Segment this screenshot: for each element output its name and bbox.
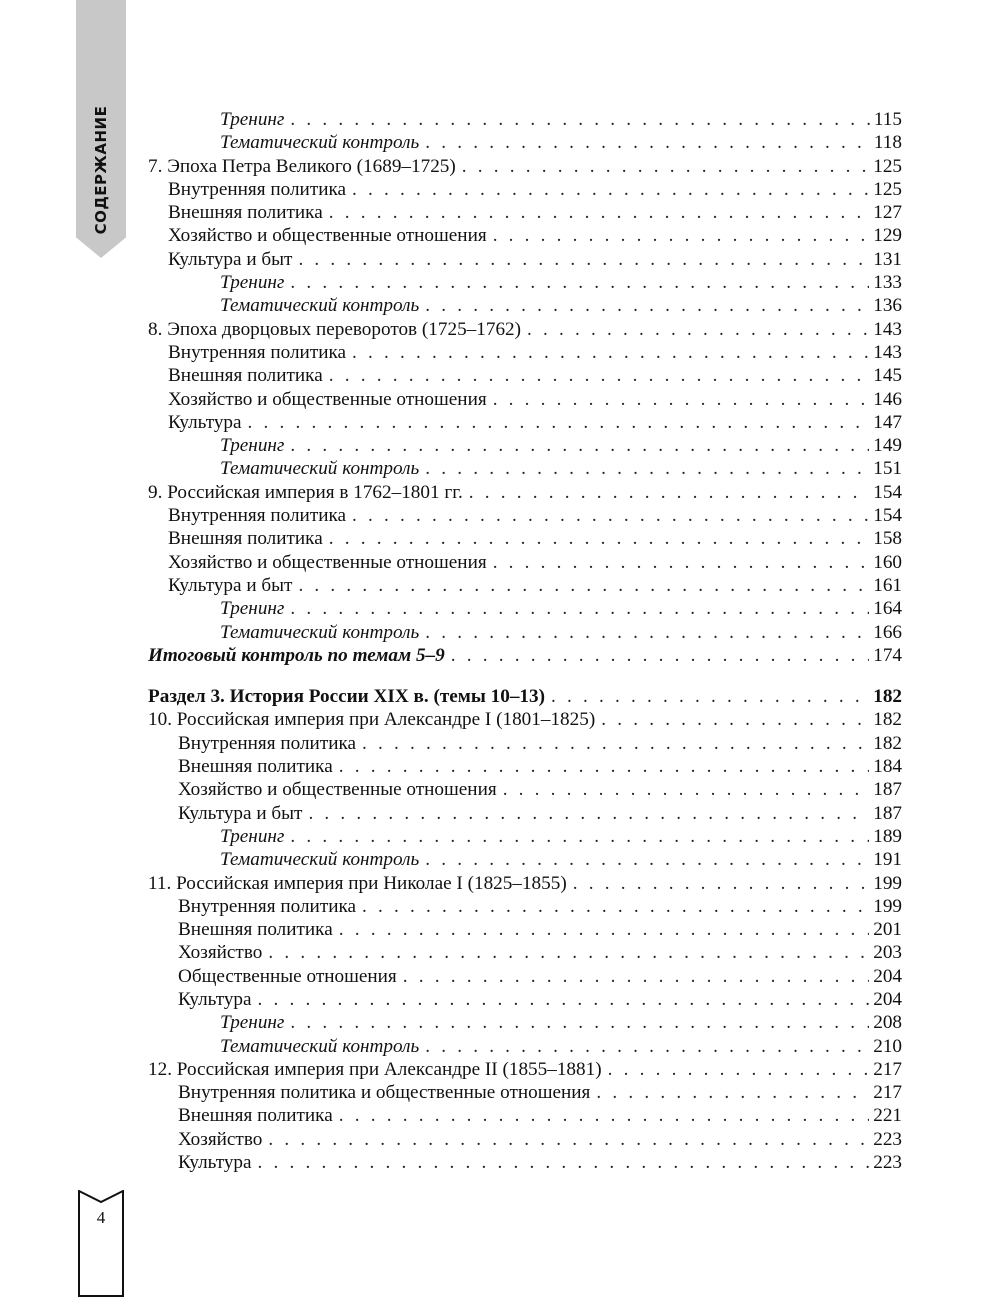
page-number: 4	[96, 1208, 106, 1227]
toc-dot-leader	[290, 108, 870, 131]
toc-entry-page: 187	[873, 779, 902, 801]
toc-dot-leader	[352, 178, 869, 201]
toc-entry	[148, 224, 902, 247]
toc-entry	[148, 411, 902, 434]
toc-entry-title: Внутренняя политика	[168, 341, 347, 363]
toc-entry	[148, 1128, 902, 1151]
toc-entry	[148, 364, 902, 387]
toc-dot-leader	[290, 1011, 869, 1034]
toc-entry-page: 125	[873, 155, 902, 177]
toc-entry-page: 210	[873, 1035, 902, 1057]
toc-entry	[148, 294, 902, 317]
toc-entry	[148, 108, 902, 131]
toc-entry-page: 118	[873, 132, 902, 154]
toc-entry-page: 133	[873, 272, 902, 294]
toc-dot-leader	[425, 131, 870, 154]
table-of-contents	[148, 108, 902, 1174]
toc-entry-title: Внутренняя политика	[168, 505, 347, 527]
toc-entry	[148, 504, 902, 527]
toc-entry-title: Тематический контроль	[220, 1035, 420, 1057]
toc-entry	[148, 318, 902, 341]
toc-entry	[148, 155, 902, 178]
toc-entry	[148, 872, 902, 895]
toc-entry	[148, 895, 902, 918]
toc-dot-leader	[362, 732, 869, 755]
toc-dot-leader	[268, 1128, 869, 1151]
toc-entry	[148, 918, 902, 941]
toc-entry-page: 182	[873, 709, 902, 731]
toc-entry-page: 154	[873, 505, 902, 527]
toc-entry-page: 204	[873, 988, 902, 1010]
toc-entry-page: 125	[873, 178, 902, 200]
toc-dot-leader	[290, 271, 869, 294]
toc-entry-page: 184	[873, 756, 902, 778]
toc-entry-page: 143	[873, 341, 902, 363]
toc-entry-title: Внутренняя политика	[168, 178, 347, 200]
toc-dot-leader	[352, 504, 869, 527]
toc-dot-leader	[268, 941, 869, 964]
toc-entry	[148, 685, 902, 708]
toc-dot-leader	[551, 685, 869, 708]
toc-entry-page: 223	[873, 1128, 902, 1150]
toc-entry	[148, 1081, 902, 1104]
toc-entry-title: Хозяйство и общественные отношения	[178, 779, 497, 801]
toc-entry-page: 151	[873, 458, 902, 480]
toc-entry-title: 7. Эпоха Петра Великого (1689–1725)	[148, 155, 456, 177]
toc-entry	[148, 1151, 902, 1174]
toc-entry-title: Внешняя политика	[178, 756, 333, 778]
toc-entry-page: 208	[873, 1012, 902, 1034]
toc-entry-page: 143	[873, 318, 902, 340]
toc-entry-title: Внешняя политика	[168, 202, 323, 224]
toc-entry-page: 127	[873, 202, 902, 224]
toc-dot-leader	[403, 965, 869, 988]
toc-entry-page: 189	[873, 825, 902, 847]
toc-entry-page: 217	[873, 1082, 902, 1104]
toc-entry	[148, 271, 902, 294]
toc-dot-leader	[493, 551, 870, 574]
toc-entry-title: Раздел 3. История России XIX в. (темы 10–13)	[148, 686, 546, 708]
toc-dot-leader	[339, 918, 869, 941]
toc-entry	[148, 341, 902, 364]
toc-entry-page: 146	[873, 388, 902, 410]
toc-entry-title: Культура	[178, 1152, 252, 1174]
toc-dot-leader	[362, 895, 869, 918]
toc-entry-title: Общественные отношения	[178, 965, 397, 987]
toc-dot-leader	[329, 201, 869, 224]
toc-entry-page: 201	[873, 919, 902, 941]
toc-dot-leader	[573, 872, 869, 895]
toc-entry-title: Внешняя политика	[178, 1105, 333, 1127]
toc-entry	[148, 802, 902, 825]
toc-entry-title: Тренинг	[220, 825, 285, 847]
toc-entry	[148, 1011, 902, 1034]
toc-entry-title: 9. Российская империя в 1762–1801 гг.	[148, 481, 463, 503]
toc-dot-leader	[451, 644, 869, 667]
toc-entry-page: 217	[873, 1058, 902, 1080]
toc-dot-leader	[608, 1058, 870, 1081]
toc-entry	[148, 1058, 902, 1081]
toc-entry-title: Тематический контроль	[220, 849, 420, 871]
toc-entry-title: Внутренняя политика	[178, 732, 357, 754]
toc-dot-leader	[527, 318, 869, 341]
toc-entry	[148, 825, 902, 848]
toc-entry-title: 11. Российская империя при Николае I (1825–1855)	[148, 872, 567, 894]
toc-entry-page: 154	[873, 481, 902, 503]
toc-entry	[148, 755, 902, 778]
toc-entry-title: Внутренняя политика	[178, 895, 357, 917]
toc-entry-page: 203	[873, 942, 902, 964]
toc-entry-page: 204	[873, 965, 902, 987]
toc-entry-title: Тематический контроль	[220, 132, 420, 154]
toc-entry-title: Внешняя политика	[168, 528, 323, 550]
toc-dot-leader	[425, 1035, 869, 1058]
toc-entry-page: 136	[873, 295, 902, 317]
toc-entry-title: Культура	[168, 411, 242, 433]
toc-entry-page: 174	[873, 644, 902, 666]
toc-entry	[148, 988, 902, 1011]
page-number-tab	[78, 1190, 124, 1297]
toc-dot-leader	[329, 527, 869, 550]
toc-entry-title: Тренинг	[220, 1012, 285, 1034]
toc-entry-page: 160	[873, 551, 902, 573]
toc-dot-leader	[601, 708, 869, 731]
toc-dot-leader	[503, 778, 870, 801]
toc-entry	[148, 131, 902, 154]
toc-entry	[148, 848, 902, 871]
toc-dot-leader	[425, 848, 869, 871]
toc-dot-leader	[462, 155, 869, 178]
toc-entry-page: 158	[873, 528, 902, 550]
toc-entry	[148, 941, 902, 964]
toc-entry-title: Культура и быт	[178, 802, 303, 824]
toc-entry	[148, 778, 902, 801]
toc-entry-title: Культура и быт	[168, 248, 293, 270]
toc-entry-page: 182	[873, 732, 902, 754]
toc-dot-leader	[596, 1081, 869, 1104]
toc-entry	[148, 644, 902, 667]
toc-dot-leader	[469, 481, 869, 504]
toc-entry	[148, 597, 902, 620]
toc-entry-page: 223	[873, 1152, 902, 1174]
toc-entry-title: Хозяйство и общественные отношения	[168, 551, 487, 573]
toc-entry-title: Тренинг	[220, 598, 285, 620]
toc-entry-title: Итоговый контроль по темам 5–9	[148, 644, 445, 666]
toc-dot-leader	[493, 224, 870, 247]
toc-entry	[148, 1035, 902, 1058]
toc-entry	[148, 708, 902, 731]
toc-entry-page: 164	[873, 598, 902, 620]
toc-dot-leader	[425, 457, 869, 480]
toc-dot-leader	[308, 802, 869, 825]
toc-dot-leader	[290, 597, 869, 620]
toc-dot-leader	[290, 434, 869, 457]
toc-entry-page: 161	[873, 574, 902, 596]
page-tab-outline	[78, 1190, 124, 1297]
toc-entry-title: Внутренняя политика и общественные отношения	[178, 1082, 591, 1104]
toc-entry	[148, 481, 902, 504]
toc-entry-title: Культура	[178, 988, 252, 1010]
toc-entry-title: Хозяйство и общественные отношения	[168, 225, 487, 247]
toc-entry-title: 12. Российская империя при Александре II (1855–1881)	[148, 1058, 602, 1080]
toc-dot-leader	[352, 341, 869, 364]
toc-entry	[148, 248, 902, 271]
toc-dot-leader	[339, 1104, 869, 1127]
toc-entry-page: 115	[873, 109, 902, 130]
toc-entry	[148, 965, 902, 988]
toc-entry	[148, 621, 902, 644]
toc-entry-title: 8. Эпоха дворцовых переворотов (1725–1762)	[148, 318, 522, 340]
toc-entry-page: 131	[873, 248, 902, 270]
toc-entry-page: 145	[873, 365, 902, 387]
toc-entry	[148, 574, 902, 597]
toc-entry	[148, 457, 902, 480]
toc-dot-leader	[425, 294, 869, 317]
toc-entry-page: 191	[873, 849, 902, 871]
toc-entry-title: Хозяйство	[178, 1128, 263, 1150]
toc-entry-title: Внешняя политика	[178, 919, 333, 941]
toc-entry	[148, 388, 902, 411]
toc-entry-title: Хозяйство	[178, 942, 263, 964]
toc-dot-leader	[258, 988, 870, 1011]
toc-dot-leader	[290, 825, 869, 848]
toc-entry-title: Тренинг	[220, 272, 285, 294]
toc-entry-title: Тематический контроль	[220, 621, 420, 643]
toc-entry-title: Внешняя политика	[168, 365, 323, 387]
toc-entry-page: 166	[873, 621, 902, 643]
toc-entry-title: Тематический контроль	[220, 295, 420, 317]
toc-entry	[148, 434, 902, 457]
toc-entry-page: 199	[873, 895, 902, 917]
toc-entry-title: Хозяйство и общественные отношения	[168, 388, 487, 410]
toc-entry-page: 182	[873, 686, 902, 708]
toc-dot-leader	[298, 248, 869, 271]
toc-entry-page: 149	[873, 435, 902, 457]
toc-entry-page: 129	[873, 225, 902, 247]
toc-dot-leader	[248, 411, 870, 434]
toc-entry-title: Культура и быт	[168, 574, 293, 596]
toc-entry-page: 147	[873, 411, 902, 433]
toc-entry	[148, 201, 902, 224]
toc-dot-leader	[493, 388, 870, 411]
toc-dot-leader	[298, 574, 869, 597]
toc-entry-title: 10. Российская империя при Александре I (1801–1825)	[148, 709, 596, 731]
toc-entry-page: 199	[873, 872, 902, 894]
toc-entry-page: 187	[873, 802, 902, 824]
toc-entry	[148, 1104, 902, 1127]
toc-dot-leader	[425, 621, 869, 644]
toc-dot-leader	[339, 755, 869, 778]
toc-entry-title: Тренинг	[220, 435, 285, 457]
toc-entry	[148, 732, 902, 755]
toc-dot-leader	[258, 1151, 870, 1174]
section-tab-label: СОДЕРЖАНИЕ	[92, 105, 110, 235]
toc-entry-title: Тематический контроль	[220, 458, 420, 480]
toc-entry	[148, 178, 902, 201]
toc-entry	[148, 527, 902, 550]
toc-entry	[148, 551, 902, 574]
toc-entry-title: Тренинг	[220, 109, 285, 130]
toc-entry-page: 221	[873, 1105, 902, 1127]
toc-dot-leader	[329, 364, 869, 387]
